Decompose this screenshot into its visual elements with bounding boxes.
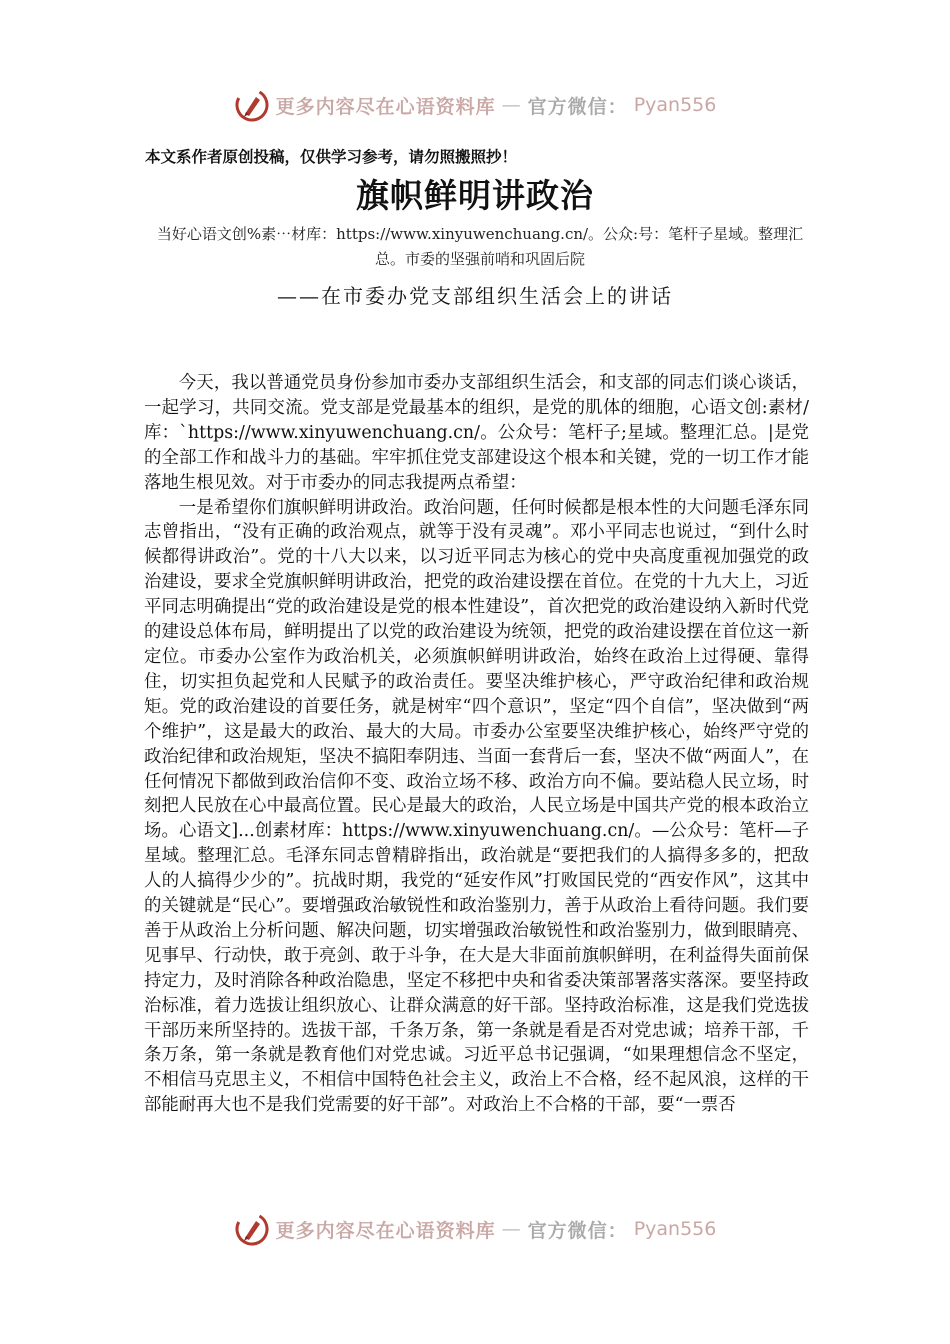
banner-wechat-id: Pyan556 xyxy=(633,1218,717,1240)
pen-nib-circle-icon xyxy=(234,1211,270,1247)
document-body xyxy=(144,371,809,1118)
banner-content xyxy=(234,1211,717,1247)
document-title: 旗帜鲜明讲政治 xyxy=(356,176,594,215)
banner-dash: — xyxy=(501,94,522,116)
banner-main-text: 更多内容尽在心语资料库 xyxy=(275,1219,496,1242)
source-line: 当好心语文创%素⋯材库：https://www.xinyuwenchuang.cn/。公众:号：笔杆子星域。整理汇总。市委的坚强前哨和巩固后院 xyxy=(156,225,804,268)
banner-wechat-label: 官方微信： xyxy=(527,95,628,118)
top-banner xyxy=(0,85,950,125)
copyright-notice: 本文系作者原创投稿，仅供学习参考，请勿照搬照抄！ xyxy=(145,147,518,166)
banner-content xyxy=(234,87,717,123)
banner-dash: — xyxy=(501,1218,522,1240)
paragraph-point-one: 一是希望你们旗帜鲜明讲政治。政治问题，任何时候都是根本性的大问题毛泽东同志曾指出，“没有正确的政治观点，就等于没有灵魂”。邓小平同志也说过，“到什么时候都得讲政治”。党的十八大以来，以习近平同志为核心的党中央高度重视加强党的政治建设，要求全党旗帜鲜明讲政治，把党的政治建设摆在首位。在党的十九大上，习近平同志明确提出“党的政治建设是党的根本性建设”，首次把党的政治建设纳入新时代党的建设总体布局，鲜明提出了以党的政治建设为统领，把党的政治建设摆在首位这一新定位。市委办公室作为政治机关，必须旗帜鲜明讲政治，始终在政治上过得硬、靠得住，切实担负起党和人民赋予的政治责任。要坚决维护核心，严守政治纪律和政治规矩。党的政治建设的首要任务，就是树牢“四个意识”，坚定“四个自信”，坚决做到“两个维护”，这是最大的政治、最大的大局。市委办公室要坚决维护核心，始终严守党的政治纪律和政治规矩，坚决不搞阳奉阴违、当面一套背后一套，坚决不做“两面人”，在任何情况下都做到政治信仰不变、政治立场不移、政治方向不偏。要站稳人民立场，时刻把人民放在心中最高位置。民心是最大的政治，人民立场是中国共产党的根本政治立场。心语文]...创素材库：https://www.xinyuwenchuang.cn/。—公众号：笔杆—子星域。整理汇总。毛泽东同志曾精辟指出，政治就是“要把我们的人搞得多多的，把敌人的人搞得少少的”。抗战时期，我党的“延安作风”打败国民党的“西安作风”，这其中的关键就是“民心”。要增强政治敏锐性和政治鉴别力，善于从政治上看待问题。我们要善于从政治上分析问题、解决问题，切实增强政治敏锐性和政治鉴别力，做到眼睛亮、见事早、行动快，敢于亮剑、敢于斗争，在大是大非面前旗帜鲜明，在利益得失面前保持定力，及时消除各种政治隐患，坚定不移把中央和省委决策部署落实落深。要坚持政治标准，着力选拔让组织放心、让群众满意的好干部。坚持政治标准，这是我们党选拔干部历来所坚持的。选拔干部，千条万条，第一条就是看是否对党忠诚；培养干部，千条万条，第一条就是教育他们对党忠诚。习近平总书记强调，“如果理想信念不坚定，不相信马克思主义，不相信中国特色社会主义，政治上不合格，经不起风浪，这样的干部能耐再大也不是我们党需要的好干部”。对政治上不合格的干部，要“一票否 xyxy=(144,497,809,1116)
bottom-banner xyxy=(0,1209,950,1249)
paragraph-intro: 今天，我以普通党员身份参加市委办支部组织生活会，和支部的同志们谈心谈话，一起学习，共同交流。党支部是党最基本的组织，是党的肌体的细胞，心语文创:素材/库：`https://www.xinyuwenchuang.cn/。公众号：笔杆子;星域。整理汇总。|是党的全部工作和战斗力的基础。牢牢抓住党支部建设这个根本和关键，党的一切工作才能落地生根见效。对于市委办的同志我提两点希望： xyxy=(144,373,809,493)
pen-nib-circle-icon xyxy=(234,87,270,123)
banner-main-text: 更多内容尽在心语资料库 xyxy=(275,95,496,118)
banner-wechat-label: 官方微信： xyxy=(527,1219,628,1242)
banner-wechat-id: Pyan556 xyxy=(633,94,717,116)
document-subtitle: ——在市委办党支部组织生活会上的讲话 xyxy=(277,284,673,308)
